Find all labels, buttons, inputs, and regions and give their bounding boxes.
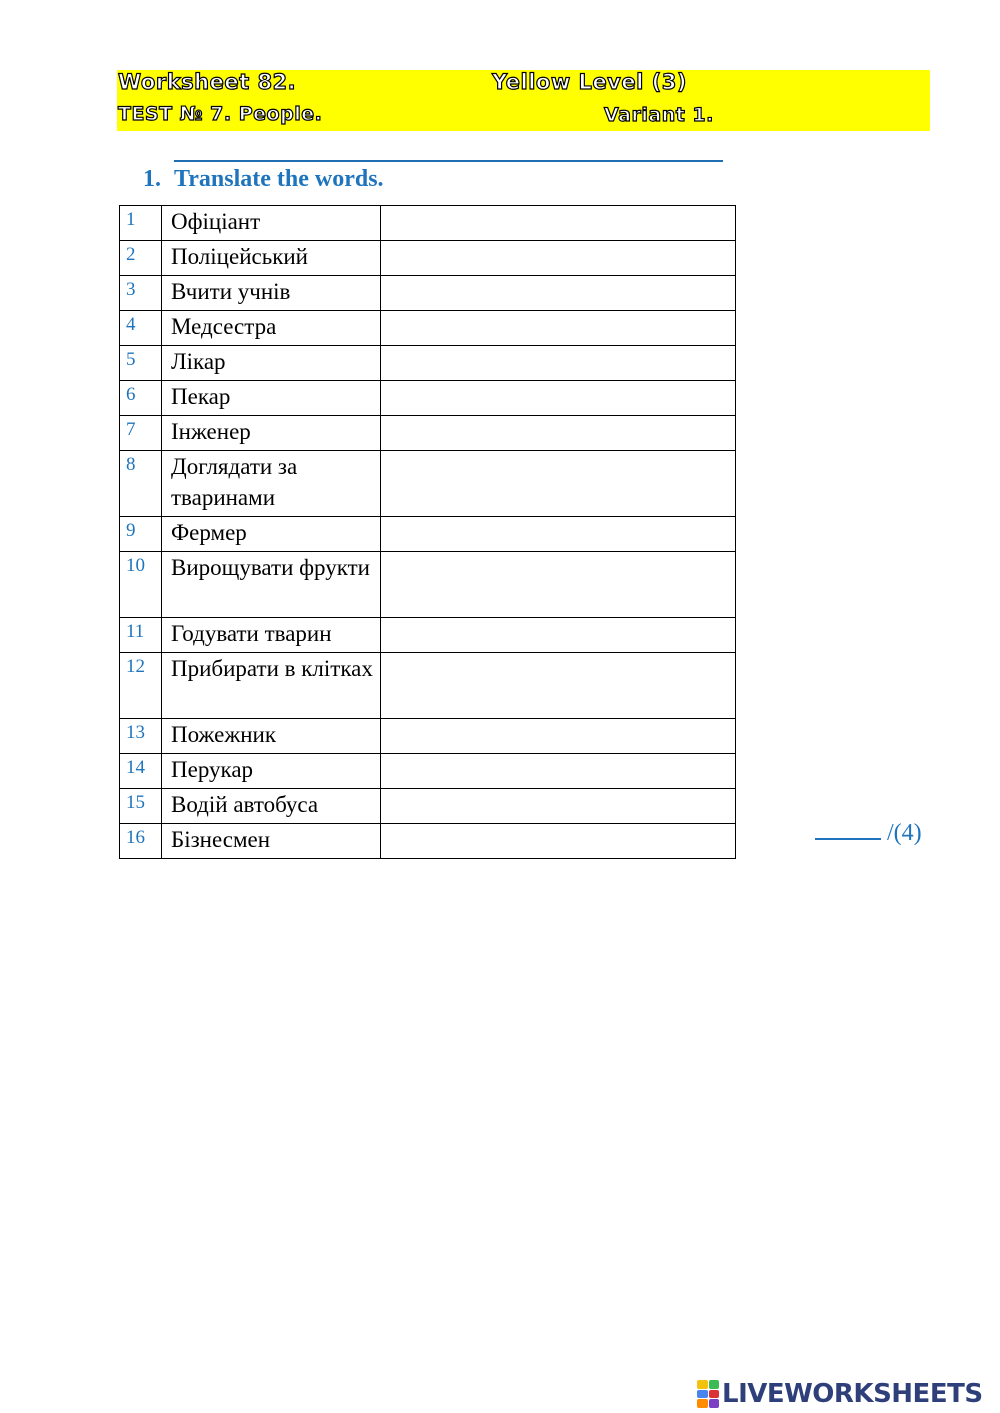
task-title: Translate the words. bbox=[174, 166, 384, 192]
source-word: Вирощувати фрукти bbox=[162, 552, 381, 618]
answer-cell[interactable] bbox=[381, 416, 736, 451]
source-word: Медсестра bbox=[162, 311, 381, 346]
test-title: TEST № 7. People. bbox=[118, 103, 323, 125]
answer-cell[interactable] bbox=[381, 311, 736, 346]
row-number: 8 bbox=[120, 451, 162, 517]
table-row bbox=[120, 618, 736, 653]
table-row bbox=[120, 346, 736, 381]
row-number: 14 bbox=[120, 754, 162, 789]
table-row bbox=[120, 789, 736, 824]
answer-cell[interactable] bbox=[381, 276, 736, 311]
table-row bbox=[120, 416, 736, 451]
source-word: Пекар bbox=[162, 381, 381, 416]
score-blank[interactable] bbox=[815, 816, 881, 840]
logo-text: LIVEWORKSHEETS bbox=[722, 1379, 983, 1409]
table-row bbox=[120, 381, 736, 416]
source-word: Прибирати в клітках bbox=[162, 653, 381, 719]
source-word: Вчити учнів bbox=[162, 276, 381, 311]
table-row bbox=[120, 653, 736, 719]
source-word: Офіціант bbox=[162, 206, 381, 241]
row-number: 12 bbox=[120, 653, 162, 719]
table-row bbox=[120, 517, 736, 552]
source-word: Фермер bbox=[162, 517, 381, 552]
logo-mark-icon bbox=[697, 1380, 719, 1408]
table-row bbox=[120, 276, 736, 311]
table-row bbox=[120, 241, 736, 276]
variant-label: Variant 1. bbox=[604, 104, 714, 126]
row-number: 13 bbox=[120, 719, 162, 754]
table-row bbox=[120, 451, 736, 517]
task-number: 1. bbox=[143, 166, 161, 192]
answer-cell[interactable] bbox=[381, 754, 736, 789]
row-number: 3 bbox=[120, 276, 162, 311]
answer-cell[interactable] bbox=[381, 618, 736, 653]
answer-cell[interactable] bbox=[381, 241, 736, 276]
row-number: 9 bbox=[120, 517, 162, 552]
answer-cell[interactable] bbox=[381, 381, 736, 416]
answer-cell[interactable] bbox=[381, 824, 736, 859]
liveworksheets-logo bbox=[697, 1378, 983, 1410]
table-row bbox=[120, 311, 736, 346]
table-row bbox=[120, 206, 736, 241]
answer-cell[interactable] bbox=[381, 206, 736, 241]
level-label: Yellow Level (3) bbox=[492, 70, 687, 94]
row-number: 4 bbox=[120, 311, 162, 346]
answer-cell[interactable] bbox=[381, 517, 736, 552]
answer-cell[interactable] bbox=[381, 451, 736, 517]
table-row bbox=[120, 552, 736, 618]
answer-cell[interactable] bbox=[381, 653, 736, 719]
source-word: Водій автобуса bbox=[162, 789, 381, 824]
source-word: Бізнесмен bbox=[162, 824, 381, 859]
translation-table bbox=[119, 205, 736, 859]
answer-cell[interactable] bbox=[381, 552, 736, 618]
source-word: Перукар bbox=[162, 754, 381, 789]
worksheet-title: Worksheet 82. bbox=[118, 70, 297, 94]
divider-line bbox=[174, 160, 723, 162]
row-number: 15 bbox=[120, 789, 162, 824]
row-number: 1 bbox=[120, 206, 162, 241]
source-word: Годувати тварин bbox=[162, 618, 381, 653]
source-word: Доглядати за тваринами bbox=[162, 451, 381, 517]
row-number: 6 bbox=[120, 381, 162, 416]
task-heading bbox=[143, 164, 384, 194]
answer-cell[interactable] bbox=[381, 789, 736, 824]
table-row bbox=[120, 824, 736, 859]
source-word: Інженер bbox=[162, 416, 381, 451]
score-max: /(4) bbox=[887, 820, 922, 846]
row-number: 11 bbox=[120, 618, 162, 653]
table-row bbox=[120, 719, 736, 754]
source-word: Лікар bbox=[162, 346, 381, 381]
table-row bbox=[120, 754, 736, 789]
row-number: 5 bbox=[120, 346, 162, 381]
score-field bbox=[815, 816, 922, 848]
source-word: Поліцейський bbox=[162, 241, 381, 276]
source-word: Пожежник bbox=[162, 719, 381, 754]
row-number: 2 bbox=[120, 241, 162, 276]
answer-cell[interactable] bbox=[381, 346, 736, 381]
row-number: 16 bbox=[120, 824, 162, 859]
row-number: 7 bbox=[120, 416, 162, 451]
answer-cell[interactable] bbox=[381, 719, 736, 754]
row-number: 10 bbox=[120, 552, 162, 618]
